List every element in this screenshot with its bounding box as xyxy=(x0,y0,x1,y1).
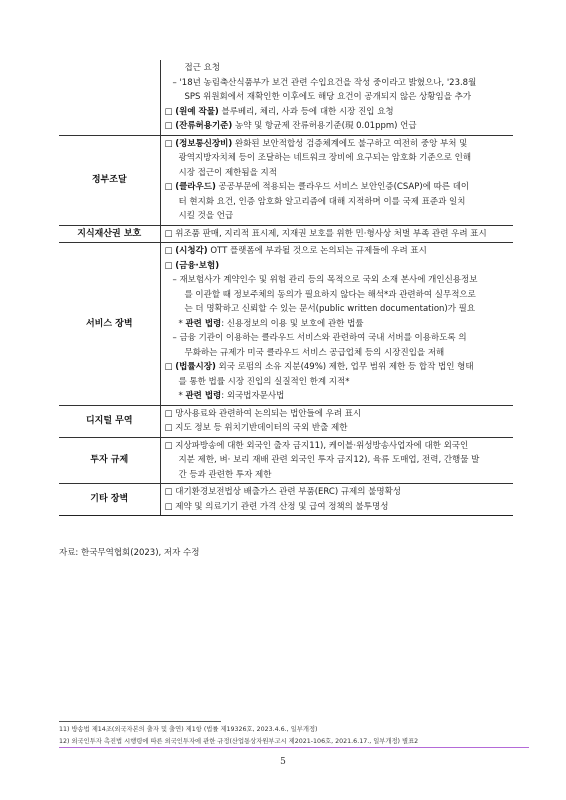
row-content xyxy=(160,243,513,406)
content-line: 를 통한 법률 시장 진입의 실질적인 한계 지적* xyxy=(178,376,350,387)
row-content xyxy=(160,225,513,243)
page-number: 5 xyxy=(280,757,286,767)
content-line: 시킬 것을 언급 xyxy=(178,211,234,221)
footnote-11: 11) 방송법 제14조(외국자본의 출자 및 출연) 제1항 (법률 제19326호, 2023.4.6., 일부개정) xyxy=(59,726,318,733)
content-line: □ 위조품 판매, 지리적 표시제, 지재권 보호를 위한 민·형사상 처벌 부족 관련 우려 표시 xyxy=(164,228,487,239)
content-line: 는 더 명확하고 신뢰할 수 있는 문서(public written documentation)가 필요 xyxy=(184,304,476,314)
row-content xyxy=(160,405,513,437)
row-content xyxy=(160,437,513,484)
content-line: □ (클라우드) 공공부문에 적용되는 클라우드 서비스 보안인증(CSAP)에 따른 데이 xyxy=(164,182,470,192)
row-content xyxy=(160,484,513,516)
content-line: 시장 접근이 제한됨을 지적 xyxy=(178,167,277,178)
trade-barrier-table xyxy=(59,60,513,516)
content-line: □ 대기환경보전법상 배출가스 관련 부품(ERC) 규제의 불명확성 xyxy=(164,487,402,497)
content-line: □ (시청각) OTT 플랫폼에 부과될 것으로 논의되는 규제들에 우려 표시 xyxy=(164,246,427,256)
content-line: □ (금융·보험) xyxy=(164,260,220,271)
content-line: – '18년 농림축산식품부가 보건 관련 수입요건을 작성 중이라고 밝혔으나, '23.8월 xyxy=(172,77,477,88)
content-line: □ (법률시장) 외국 로펌의 소유 지분(49%) 제한, 업무 범위 제한 등 합작 법인 형태 xyxy=(164,362,474,372)
content-line: 무화하는 규제가 미국 클라우드 서비스 공급업체 등의 시장진입을 저해 xyxy=(184,347,445,358)
content-line: □ (원예 작물) 블루베리, 체리, 사과 등에 대한 시장 진입 요청 xyxy=(164,106,394,117)
row-category: 정부조달 xyxy=(59,135,160,225)
row-content xyxy=(160,60,513,135)
content-line: 간 등과 관련한 투자 제한 xyxy=(178,469,272,480)
row-category: 서비스 장벽 xyxy=(59,243,160,406)
row-category: 디지털 무역 xyxy=(59,405,160,437)
content-line: 터 현지화 요건, 인증 암호화 알고리즘에 대해 지적하며 이를 국제 표준과 일치 xyxy=(178,196,466,207)
content-line: 지분 제한, 벼· 보리 재배 관련 외국인 투자 금지12), 육류 도매업, 전력, 간행물 발 xyxy=(178,455,480,465)
content-line: □ 망사용료와 관련하여 논의되는 법안들에 우려 표시 xyxy=(164,408,362,419)
table-row xyxy=(59,60,513,135)
row-category xyxy=(59,60,160,135)
content-line: – 금융 기관이 이용하는 클라우드 서비스와 관련하여 국내 서버를 이용하도록 의 xyxy=(172,333,467,343)
footnote-12[interactable]: 12) 외국인투자 촉진법 시행령에 따른 외국인투자에 관한 규정(산업통상자원부고시 제2021-106호, 2021.6.17., 일부개정) 별표2 xyxy=(59,737,529,748)
content-line: □ 지도 정보 등 위치기반데이터의 국외 반출 제한 xyxy=(164,423,348,433)
row-content xyxy=(160,135,513,225)
table-row xyxy=(59,243,513,406)
source-note: 자료: 한국무역협회(2023), 저자 수정 xyxy=(59,548,200,558)
content-line: – 재보험사가 계약인수 및 위험 관리 등의 목적으로 국외 소재 본사에 개인신용정보 xyxy=(172,275,478,285)
table-row xyxy=(59,484,513,516)
footnote-divider xyxy=(59,721,221,722)
content-line: □ (정보통신장비) 완화된 보안적합성 검증체계에도 불구하고 여전히 중앙 부처 및 xyxy=(164,138,468,149)
content-line: 접근 요청 xyxy=(184,63,221,73)
content-line: 광역지방자치체 등이 조달하는 네트워크 장비에 요구되는 암호화 기준으로 인해 xyxy=(178,153,472,163)
table-row xyxy=(59,135,513,225)
content-line: SPS 위원회에서 재확인한 이후에도 해당 요건이 공개되지 않은 상황임을 추가 xyxy=(184,92,472,102)
table-row xyxy=(59,405,513,437)
content-line: * 관련 법령: 신용정보의 이용 및 보호에 관한 법률 xyxy=(178,318,364,329)
content-line: □ 지상파방송에 대한 외국인 출자 금지11), 케이블·위성방송사업자에 대한 외국인 xyxy=(164,440,469,451)
content-line: * 관련 법령: 외국법자문사법 xyxy=(178,391,285,401)
row-category: 지식재산권 보호 xyxy=(59,225,160,243)
content-line: 를 이관할 때 정보주체의 동의가 필요하지 않다는 해석*과 관련하여 실무적으로 xyxy=(184,289,476,300)
content-line: □ 제약 및 의료기기 관련 가격 산정 및 급여 정책의 불투명성 xyxy=(164,501,389,512)
row-category: 투자 규제 xyxy=(59,437,160,484)
table-row xyxy=(59,225,513,243)
row-category: 기타 장벽 xyxy=(59,484,160,516)
table-row xyxy=(59,437,513,484)
content-line: □ (잔류허용기준) 농약 및 항균제 잔류허용기준(現 0.01ppm) 언급 xyxy=(164,121,417,131)
